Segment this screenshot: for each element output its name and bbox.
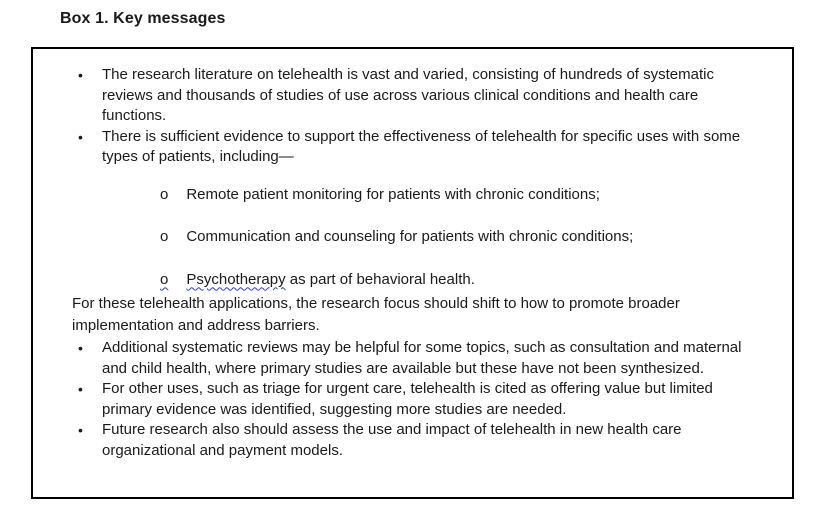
bullet-item — [33, 338, 792, 379]
sub-bullet-icon: o — [160, 185, 169, 203]
sub-bullet-item — [33, 227, 792, 248]
bullet-item — [33, 127, 792, 168]
bullet-text: The research literature on telehealth is vast and varied, consisting of hundreds of systematic reviews and thousands of studies of use across various clinical conditions and health care functions. — [102, 66, 714, 124]
bullet-icon: • — [78, 340, 83, 356]
top-bullet-list — [33, 65, 792, 168]
bullet-icon: • — [78, 422, 83, 438]
sub-bullet-text: Communication and counseling for patients with chronic conditions; — [186, 228, 634, 245]
sub-bullet-item — [33, 270, 792, 291]
spellchecked-word: Psychotherapy — [186, 270, 286, 288]
box-title: Box 1. Key messages — [60, 10, 226, 27]
bullet-text: Additional systematic reviews may be helpful for some topics, such as consultation and maternal and child health, where primary studies are available but these have not been synthesized. — [102, 339, 742, 377]
spellcheck-squiggle — [160, 271, 286, 288]
bullet-text: Future research also should assess the use and impact of telehealth in new health care organizational and payment models. — [102, 421, 682, 459]
sub-bullet-icon: o — [160, 270, 169, 288]
key-messages-box — [31, 47, 794, 499]
bottom-bullet-list — [33, 338, 792, 461]
bullet-item — [33, 379, 792, 420]
sub-bullet-list — [33, 185, 792, 291]
bullet-item — [33, 420, 792, 461]
sub-bullet-text: Remote patient monitoring for patients with chronic conditions; — [186, 185, 600, 203]
body-paragraph: For these telehealth applications, the research focus should shift to how to promote broader implementation and address barriers. — [72, 295, 680, 334]
bullet-icon: • — [78, 128, 83, 145]
sub-bullet-text: as part of behavioral health. — [285, 270, 475, 288]
bullet-item — [33, 65, 792, 127]
bullet-icon: • — [78, 381, 83, 397]
bullet-text: For other uses, such as triage for urgent care, telehealth is cited as offering value but limited primary evidence was identified, suggesting more studies are needed. — [102, 380, 713, 418]
bullet-text: There is sufficient evidence to support the effectiveness of telehealth for specific uses with some types of patients, including— — [102, 127, 741, 165]
sub-bullet-icon: o — [160, 228, 169, 245]
sub-bullet-item — [33, 185, 792, 206]
bullet-icon: • — [78, 67, 83, 83]
